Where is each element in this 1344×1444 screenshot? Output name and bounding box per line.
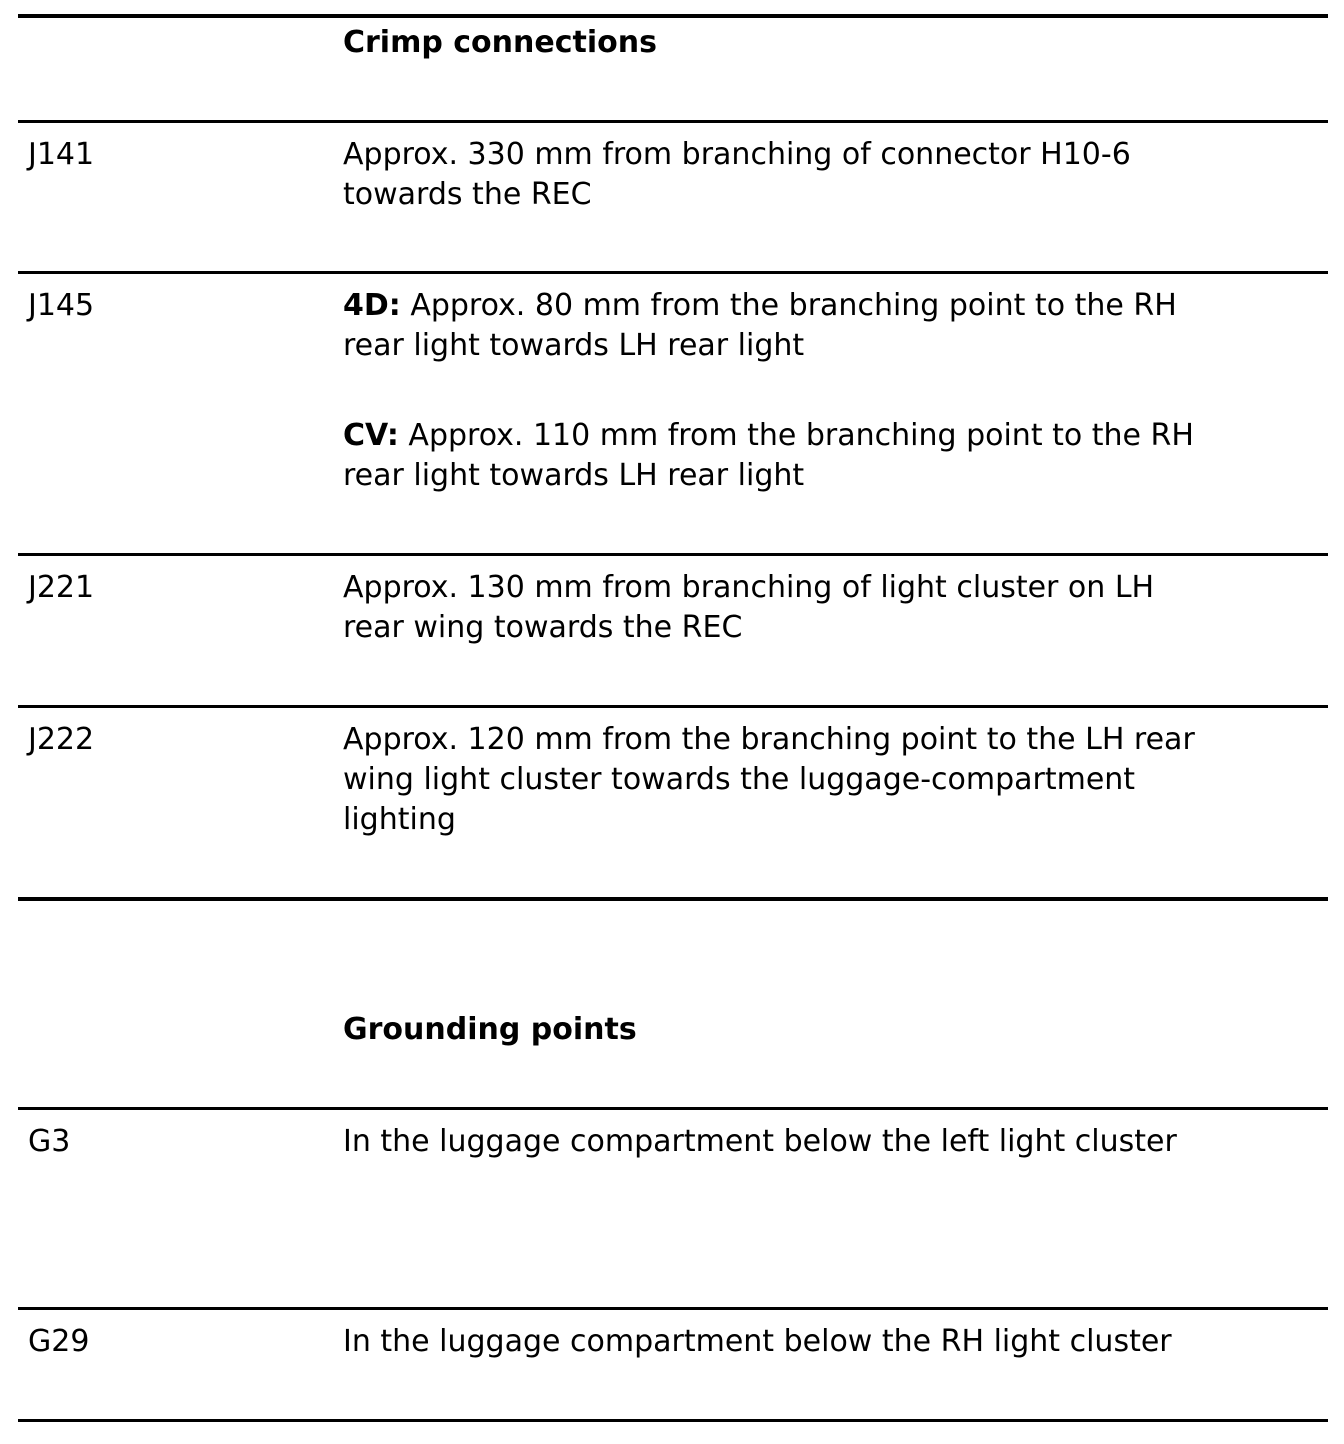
j222-line-2: wing light cluster towards the luggage-compartment	[343, 762, 1136, 797]
row-divider	[18, 553, 1328, 556]
variant-label-4d: 4D:	[343, 288, 401, 323]
table-bottom-rule	[18, 897, 1328, 901]
row-divider	[18, 120, 1328, 123]
table-bottom-rule	[18, 1419, 1328, 1422]
g29-description: In the luggage compartment below the RH light cluster	[343, 1324, 1172, 1359]
j221-line-2: rear wing towards the REC	[343, 610, 743, 645]
j222-line-3: lighting	[343, 802, 456, 837]
code-g3: G3	[28, 1124, 71, 1159]
code-j221: J221	[28, 570, 95, 605]
code-j141: J141	[28, 137, 95, 172]
crimp-connections-heading: Crimp connections	[343, 25, 657, 60]
grounding-points-heading: Grounding points	[343, 1012, 637, 1047]
j141-line-1: Approx. 330 mm from branching of connector H10-6	[343, 137, 1131, 172]
row-divider	[18, 1107, 1328, 1110]
j145-4d-text: Approx. 80 mm from the branching point to the RH	[400, 288, 1177, 323]
j145-4d-line-1	[343, 286, 1177, 326]
code-j145: J145	[28, 288, 95, 323]
j145-4d-line-2: rear light towards LH rear light	[343, 328, 805, 363]
j141-line-2: towards the REC	[343, 177, 592, 212]
table-top-rule	[18, 14, 1328, 18]
j222-line-1: Approx. 120 mm from the branching point to the LH rear	[343, 722, 1195, 757]
j145-cv-text: Approx. 110 mm from the branching point to the RH	[398, 418, 1194, 453]
code-g29: G29	[28, 1324, 90, 1359]
code-j222: J222	[28, 722, 95, 757]
row-divider	[18, 705, 1328, 708]
g3-description: In the luggage compartment below the left light cluster	[343, 1124, 1177, 1159]
j221-line-1: Approx. 130 mm from branching of light cluster on LH	[343, 570, 1155, 605]
j145-cv-line-1	[343, 416, 1194, 456]
row-divider	[18, 271, 1328, 274]
variant-label-cv: CV:	[343, 418, 399, 453]
row-divider	[18, 1307, 1328, 1310]
j145-cv-line-2: rear light towards LH rear light	[343, 458, 805, 493]
